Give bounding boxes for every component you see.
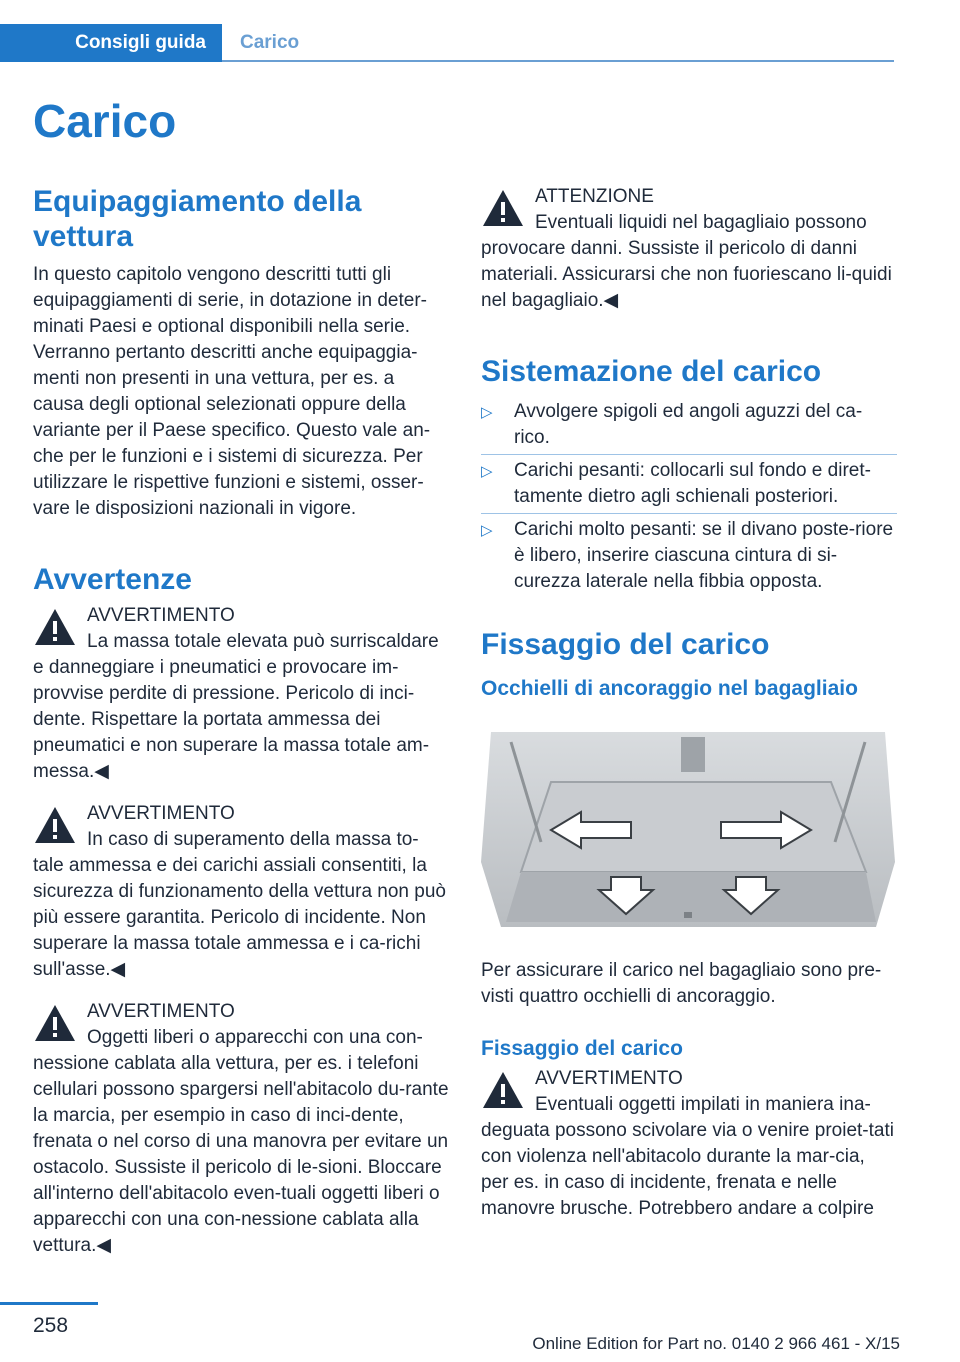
warning-block-3 xyxy=(33,999,449,1259)
warning-block-2 xyxy=(33,801,449,983)
bullet-list xyxy=(481,399,897,595)
section-tab: Consigli guida xyxy=(0,24,222,62)
heading-fissaggio: Fissaggio del carico xyxy=(481,628,770,661)
warning-block-4 xyxy=(481,184,897,314)
footer-rule xyxy=(0,1302,98,1305)
header-rule xyxy=(222,60,894,62)
warning-text: Eventuali oggetti impilati in maniera ina‐deguata possono scivolare via o venire proiet‐tati con violenza nell'abitacolo durante la mar‐cia, per es. in caso di incidente, frenata e nelle manovre brusche. Potrebbero andare a colpire xyxy=(481,1094,894,1219)
right-column xyxy=(481,184,897,1222)
warning-block-5 xyxy=(481,1066,897,1222)
triangle-right-icon: ▷ xyxy=(481,522,493,539)
topic-tab: Carico xyxy=(240,32,300,53)
list-item-text: Avvolgere spigoli ed angoli aguzzi del ca‐rico. xyxy=(514,401,863,448)
warning-title: AVVERTIMENTO xyxy=(87,605,235,626)
list-item xyxy=(481,517,897,595)
warning-title: AVVERTIMENTO xyxy=(87,1001,235,1022)
page-header xyxy=(0,0,960,64)
warning-triangle-icon xyxy=(481,188,525,228)
warning-title: AVVERTIMENTO xyxy=(87,803,235,824)
heading-occhielli: Occhielli di ancoraggio nel bagagliaio xyxy=(481,677,858,700)
list-item-text: Carichi molto pesanti: se il divano poste‐riore è libero, inserire ciascuna cintura di si‐curezza laterale nella fibbia opposta. xyxy=(514,519,894,592)
left-column xyxy=(33,184,449,1259)
edition-text: Online Edition for Part no. 0140 2 966 461 - X/15 xyxy=(532,1334,900,1353)
list-divider xyxy=(481,454,897,455)
warning-title: ATTENZIONE xyxy=(535,186,654,207)
warning-title: AVVERTIMENTO xyxy=(535,1068,683,1089)
list-item-text: Carichi pesanti: collocarli sul fondo e diret‐tamente dietro agli schienali posteriori. xyxy=(514,460,871,507)
trunk-anchor-illustration xyxy=(481,722,895,942)
heading-avvertenze: Avvertenze xyxy=(33,563,192,596)
warning-triangle-icon xyxy=(481,1070,525,1110)
page-title: Carico xyxy=(33,95,177,147)
triangle-right-icon: ▷ xyxy=(481,404,493,421)
list-item xyxy=(481,458,897,510)
warning-text: Oggetti liberi o apparecchi con una con‐nessione cablata alla vettura, per es. i telefoni cellulari possono spargersi nell'abitacolo du‐rante la marcia, per esempio in caso di inci‐dente, frenata o nel corso di una manovra per evitare un ostacolo. Sussiste il pericolo di le‐sioni. Bloccare all'interno dell'abitacolo even‐tuali oggetti liberi o apparecchi con una con‐nessione cablata alla vettura.◀ xyxy=(33,1027,449,1256)
warning-text: Eventuali liquidi nel bagagliaio possono provocare danni. Sussiste il pericolo di danni materiali. Assicurarsi che non fuoriescano li‐quidi nel bagagliaio.◀ xyxy=(481,212,892,311)
list-divider xyxy=(481,513,897,514)
paragraph-equipaggiamento: In questo capitolo vengono descritti tutti gli equipaggiamenti di serie, in dotazione in deter‐minati Paesi e optional disponibili nella serie. Verranno pertanto descritti anche equipaggia‐menti non presenti in una vettura, per es. a causa degli optional selezionati oppure della variante per il Paese specifico. Questo vale an‐che per le funzioni e i sistemi di sicurezza. Per utilizzare le rispettive funzioni e sistemi, osser‐vare le disposizioni nazionali in vigore. xyxy=(33,264,431,519)
warning-text: La massa totale elevata può surriscaldare e danneggiare i pneumatici e provocare im‐provvise perdite di pressione. Pericolo di inci‐dente. Rispettare la portata ammessa dei pneumatici e non superare la massa totale am‐messa.◀ xyxy=(33,631,439,782)
warning-text: In caso di superamento della massa to‐tale ammessa e dei carichi assiali consentiti, la sicurezza di funzionamento della vettura non può più essere garantita. Pericolo di incidente. Non superare la massa totale ammessa e i ca‐richi sull'asse.◀ xyxy=(33,829,446,980)
triangle-right-icon: ▷ xyxy=(481,463,493,480)
page-number: 258 xyxy=(33,1314,69,1337)
heading-sistemazione: Sistemazione del carico xyxy=(481,355,822,388)
warning-triangle-icon xyxy=(33,607,77,647)
warning-triangle-icon xyxy=(33,1003,77,1043)
paragraph-occhielli: Per assicurare il carico nel bagagliaio sono pre‐visti quattro occhielli di ancoraggio. xyxy=(481,960,882,1007)
list-item xyxy=(481,399,897,451)
warning-triangle-icon xyxy=(33,805,77,845)
heading-fissaggio-sub: Fissaggio del carico xyxy=(481,1037,683,1060)
heading-equipaggiamento: Equipaggiamento della vettura xyxy=(33,185,362,253)
warning-block-1 xyxy=(33,603,449,785)
